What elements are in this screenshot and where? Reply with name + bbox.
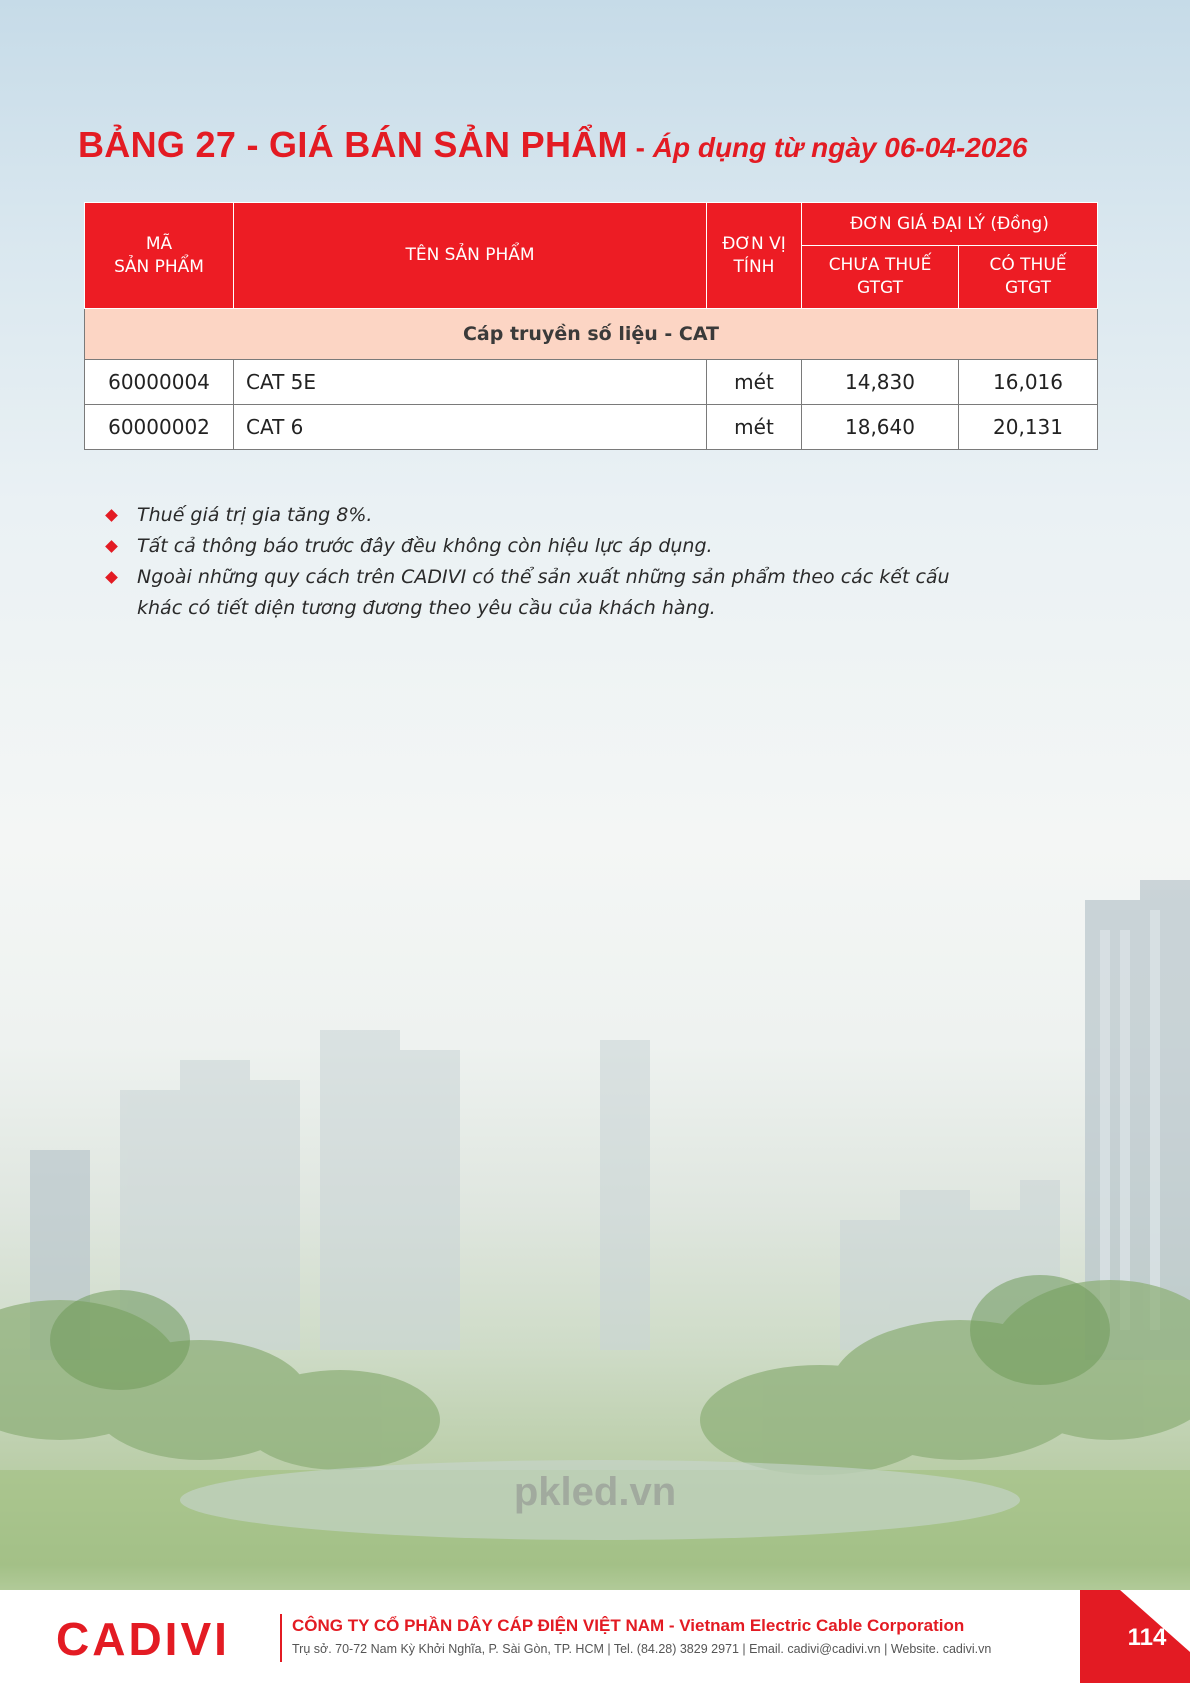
header-dealer-price: ĐƠN GIÁ ĐẠI LÝ (Đồng) — [802, 203, 1098, 246]
header-product-code: MÃ SẢN PHẨM — [85, 203, 234, 309]
watermark: pkled.vn — [513, 1470, 677, 1514]
table-title: BẢNG 27 - GIÁ BÁN SẢN PHẨM — [78, 124, 628, 165]
note-item: Ngoài những quy cách trên CADIVI có thể sản xuất những sản phẩm theo các kết cấu khác có tiết diện tương đương theo yêu cầu của khách hàng. — [104, 562, 964, 624]
footer-divider — [280, 1614, 282, 1662]
effective-date-subtitle: Áp dụng từ ngày 06-04-2026 — [652, 132, 1028, 163]
cadivi-logo: CADIVI — [56, 1613, 230, 1665]
header-unit: ĐƠN VỊ TÍNH — [707, 203, 802, 309]
cell-price-pre-tax: 18,640 — [802, 405, 959, 450]
header-price-with-tax: CÓ THUẾ GTGT — [959, 246, 1098, 309]
page-title — [78, 124, 1027, 166]
table-row — [85, 405, 1098, 450]
price-table — [84, 202, 1098, 450]
title-separator: - — [627, 132, 653, 163]
cell-product-name: CAT 6 — [234, 405, 707, 450]
group-row — [85, 309, 1098, 360]
page-number: 114 — [1127, 1624, 1167, 1651]
diamond-bullet-icon — [105, 571, 118, 584]
group-title: Cáp truyền số liệu - CAT — [85, 309, 1098, 360]
diamond-bullet-icon — [105, 509, 118, 522]
cell-unit: mét — [707, 360, 802, 405]
header-price-pre-tax: CHƯA THUẾ GTGT — [802, 246, 959, 309]
cell-price-pre-tax: 14,830 — [802, 360, 959, 405]
cell-product-name: CAT 5E — [234, 360, 707, 405]
note-item: Thuế giá trị gia tăng 8%. — [104, 500, 964, 531]
cell-price-with-tax: 16,016 — [959, 360, 1098, 405]
table-row — [85, 360, 1098, 405]
cell-product-code: 60000004 — [85, 360, 234, 405]
header-product-name: TÊN SẢN PHẨM — [234, 203, 707, 309]
page-footer — [0, 1590, 1190, 1683]
company-contact: Trụ sở. 70-72 Nam Kỳ Khởi Nghĩa, P. Sài Gòn, TP. HCM | Tel. (84.28) 3829 2971 | Email. cadivi@cadivi.vn | Website. cadivi.vn — [292, 1642, 992, 1656]
notes-list — [104, 500, 964, 624]
diamond-bullet-icon — [105, 540, 118, 553]
cell-price-with-tax: 20,131 — [959, 405, 1098, 450]
company-name: CÔNG TY CỔ PHẦN DÂY CÁP ĐIỆN VIỆT NAM - Vietnam Electric Cable Corporation — [292, 1616, 965, 1635]
note-item: Tất cả thông báo trước đây đều không còn hiệu lực áp dụng. — [104, 531, 964, 562]
cell-product-code: 60000002 — [85, 405, 234, 450]
cell-unit: mét — [707, 405, 802, 450]
